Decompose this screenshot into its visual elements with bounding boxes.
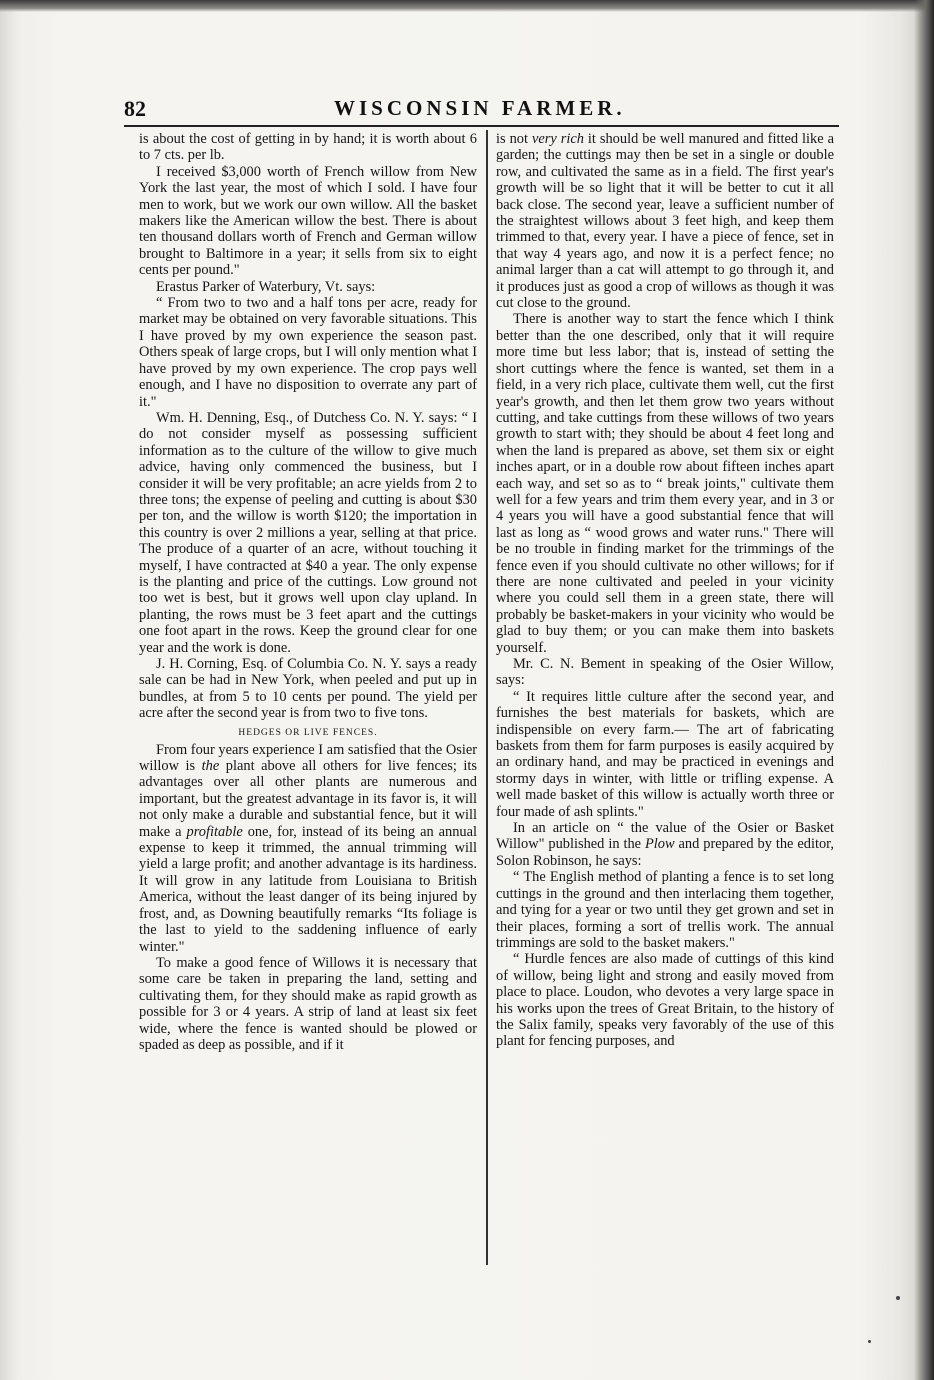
page-top-shadow <box>0 0 934 12</box>
column-rule <box>486 130 488 1265</box>
paragraph: I received $3,000 worth of French willow from New York the last year, the most of which I sold. I have four men to work, but we work our own willow. All the basket makers like the American willow the best. There is about ten thousand dollars worth of French and German willow brought to Baltimore in a year; it sells from six to eight cents per pound." <box>139 163 477 279</box>
page-number: 82 <box>124 96 146 121</box>
print-speck <box>868 1340 871 1343</box>
text-run: is not <box>496 131 532 147</box>
emphasis: profitable <box>186 823 243 840</box>
quote-paragraph: “ The English method of planting a fence is to set long cuttings in the ground and then interlacing them together, and tying for a year or two until they get grown and set in their places, forming a sort of trellis work. The annual trimmings are sold to the basket makers." <box>496 869 834 951</box>
left-column <box>139 131 477 1271</box>
paragraph <box>139 742 477 955</box>
paragraph: is about the cost of getting in by hand; it is worth about 6 to 7 cts. per lb. <box>139 131 477 164</box>
section-heading: HEDGES OR LIVE FENCES. <box>238 727 378 738</box>
paragraph <box>496 131 834 311</box>
paragraph: J. H. Corning, Esq. of Columbia Co. N. Y. says a ready sale can be had in New York, when peeled and put up in bundles, at from 5 to 10 cents per pound. The yield per acre after the second year is from two to five tons. <box>139 656 477 722</box>
paragraph: Erastus Parker of Waterbury, Vt. says: <box>156 278 376 295</box>
quote-paragraph: “ Hurdle fences are also made of cuttings of this kind of willow, being light and strong and easily moved from place to place. Loudon, who devotes a very large space in his works upon the trees of Great Britain, to the history of the Salix family, speaks very favorably of the use of this plant for fencing purposes, and <box>496 951 834 1050</box>
emphasis: very rich <box>531 131 584 147</box>
right-column <box>496 131 834 1271</box>
text-run: plant above all others for live fences; its advantages over all other plants are numerous and important, but the greatest advantage in its favor is, it will not only make a durable and substantial fence, but it will make a <box>139 758 477 840</box>
emphasis: Plow <box>644 836 675 853</box>
quote-paragraph: “ From two to two and a half tons per acre, ready for market may be obtained on very favorable situations. This I have proved by my own experience the season past. Others speak of large crops, but I will only mention what I have proved by my own experience. The crop pays well enough, and I have no disposition to overrate any part of it." <box>139 295 477 410</box>
print-speck <box>896 1296 900 1300</box>
text-run: it should be well manured and fitted like a garden; the cuttings may then be set in a single or double row, and cultivated the same as in a field. The first year's growth will be so light that it will be better to cut it all back close. The second year, leave a sufficient number of the straightest willows about 3 feet high, and keep them trimmed to that, every year. I have a piece of fence, set in that way 4 years ago, and now it is a perfect fence; no animal larger than a cat will attempt to go through it, and it produces just as good a crop of willows as though it was cut close to the ground. <box>496 131 834 312</box>
emphasis: the <box>201 758 220 775</box>
quote-paragraph: “ It requires little culture after the second year, and furnishes the best materials for baskets, which are indispensible on every farm.— The art of fabricating baskets from them for farm purposes is easily acquired by an ordinary hand, and may be practiced in evenings and stormy days in winter, with little or trifling expense. A well made basket of this willow is actually worth three or four made of ash splints." <box>496 688 834 820</box>
paragraph: Mr. C. N. Bement in speaking of the Osier Willow, says: <box>496 656 834 689</box>
text-run: one, for, instead of its being an annual expense to keep it trimmed, the annual trimming will yield a large profit; and another advantage is its hardiness. It will grow in any latitude from Louisiana to British America, without the least danger of its being injured by frost, and, as Downing beautifully remarks “Its foliage is the last to yield to the saddening influence of early winter." <box>139 823 477 955</box>
text-run: From four years experience I am satisfied that the Osier willow is <box>139 741 477 775</box>
text-run: In an article on “ the value of the Osier or Basket Willow" published in the <box>496 820 834 853</box>
running-title: WISCONSIN FARMER. <box>334 96 626 120</box>
paragraph: Wm. H. Denning, Esq., of Dutchess Co. N. Y. says: “ I do not consider myself as possessing sufficient information as to the culture of the willow to give much advice, having only commenced the business, but I consider it will be very profitable; an acre yields from 2 to three tons; the expense of peeling and cutting is about $30 per ton, and the willow is worth $120; the importation in this country is over 2 millions a year, selling at that price. The produce of a quarter of an acre, without touching it myself, I have contracted at $40 a year. The only expense is the planting and price of the cuttings. Low ground not too wet is best, but it grows well upon clay upland. In planting, the rows must be 3 feet apart and the cuttings one foot apart in the rows. Keep the ground clear for one year and the work is done. <box>139 409 477 656</box>
page-header <box>124 96 844 124</box>
page-right-shadow <box>914 0 934 1380</box>
paragraph: There is another way to start the fence which I think better than the one described, only that it will require more time but less labor; that is, instead of setting the short cuttings where the fence is wanted, set them in a field, in a very rich place, cultivate them well, cut the first year's growth, and then let them grow two years without cutting, and take cuttings from these willows of two years growth to start with; they should be about 4 feet long and when the land is prepared as above, set them six or eight inches apart, or in a double row about fifteen inches apart each way, and set so as to “ break joints," cultivate them well for a few years and trim them every year, and in 3 or 4 years you will have a good substantial fence that will last as long as “ wood grows and water runs." There will be no trouble in finding market for the trimmings of the fence even if you should cultivate no other willows; for if there are none cultivated and peeled in your vicinity where you could sell them in a green state, there will probably be basket-makers in your vicinity who would be glad to buy them; or you can make them into baskets yourself. <box>496 311 834 656</box>
header-rule <box>124 125 839 127</box>
text-run: and prepared by the editor, Solon Robinson, he says: <box>496 836 834 869</box>
paragraph: To make a good fence of Willows it is necessary that some care be taken in preparing the land, setting and cultivating them, for they should make as rapid growth as possible for 3 or 4 years. A strip of land at least six feet wide, where the fence is wanted should be plowed or spaded as deep as possible, and if it <box>139 954 477 1053</box>
paragraph <box>496 820 834 869</box>
